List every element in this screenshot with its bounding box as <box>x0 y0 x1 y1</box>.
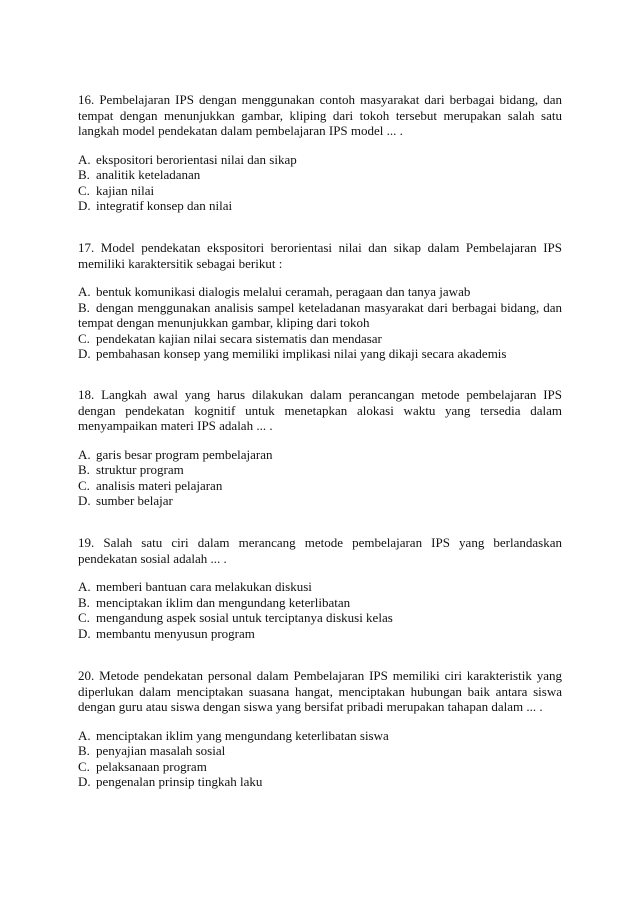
option-a <box>78 579 562 595</box>
option-text: penyajian masalah sosial <box>96 743 226 758</box>
option-a <box>78 447 562 463</box>
option-text: kajian nilai <box>96 182 155 198</box>
option-text: membantu menyusun program <box>96 625 255 641</box>
option-letter: D. <box>78 346 91 361</box>
option-text: struktur program <box>96 462 184 477</box>
option-text: ekspositori berorientasi nilai dan sikap <box>96 151 297 167</box>
option-c <box>78 478 562 494</box>
question-17 <box>78 240 562 362</box>
answer-options <box>78 728 562 790</box>
option-letter: B. <box>78 299 90 315</box>
option-letter: B. <box>78 167 90 182</box>
question-19 <box>78 535 562 641</box>
option-c <box>78 759 562 775</box>
option-d <box>78 774 562 790</box>
option-c <box>78 183 562 199</box>
option-text: pengenalan prinsip tingkah laku <box>96 774 263 789</box>
option-letter: A. <box>78 284 91 299</box>
question-20 <box>78 668 562 790</box>
option-letter: B. <box>78 594 90 610</box>
option-b <box>78 743 562 759</box>
option-letter: C. <box>78 758 90 774</box>
option-text: bentuk komunikasi dialogis melalui ceramah, peragaan dan tanya jawab <box>96 284 471 299</box>
question-stem: 17. Model pendekatan ekspositori berorientasi nilai dan sikap dalam Pembelajaran IPS memiliki karaktersitik sebagai berikut : <box>78 240 562 271</box>
option-b <box>78 167 562 183</box>
question-stem: 18. Langkah awal yang harus dilakukan dalam perancangan metode pembelajaran IPS dengan pendekatan kognitif untuk menetapkan alokasi waktu yang tersedia dalam menyampaikan materi IPS adalah ... . <box>78 387 562 433</box>
option-d <box>78 346 562 362</box>
option-d <box>78 493 562 509</box>
option-letter: D. <box>78 774 91 789</box>
option-letter: B. <box>78 743 90 758</box>
option-text: integratif konsep dan nilai <box>96 198 233 213</box>
question-stem: 19. Salah satu ciri dalam merancang metode pembelajaran IPS yang berlandaskan pendekatan sosial adalah ... . <box>78 535 562 566</box>
option-text: pelaksanaan program <box>96 758 207 774</box>
option-text: menciptakan iklim yang mengundang keterlibatan siswa <box>96 727 389 743</box>
option-letter: C. <box>78 610 90 625</box>
option-d <box>78 626 562 642</box>
option-text: analisis materi pelajaran <box>96 477 223 493</box>
question-stem: 20. Metode pendekatan personal dalam Pembelajaran IPS memiliki ciri karakteristik yang diperlukan dalam menciptakan suasana hangat, menciptakan hubungan baik antara siswa dengan guru atau siswa dengan siswa yang bersifat pribadi merupakan tahapan dalam ... . <box>78 668 562 714</box>
option-text: pendekatan kajian nilai secara sistematis dan mendasar <box>96 330 382 346</box>
question-16 <box>78 92 562 214</box>
option-a <box>78 284 562 300</box>
option-text: memberi bantuan cara melakukan diskusi <box>96 579 312 594</box>
option-text: analitik keteladanan <box>96 167 201 182</box>
option-letter: D. <box>78 198 91 213</box>
option-letter: A. <box>78 579 91 594</box>
option-text: pembahasan konsep yang memiliki implikasi nilai yang dikaji secara akademis <box>96 346 507 361</box>
option-letter: A. <box>78 727 91 743</box>
option-text: sumber belajar <box>96 493 173 508</box>
option-c <box>78 610 562 626</box>
option-letter: A. <box>78 446 91 462</box>
option-a <box>78 152 562 168</box>
option-text: menciptakan iklim dan mengundang keterlibatan <box>96 594 351 610</box>
option-letter: B. <box>78 462 90 477</box>
option-letter: D. <box>78 625 91 641</box>
option-text: dengan menggunakan analisis sampel keteladanan masyarakat dari berbagai bidang, dan tempat dengan menunjukkan gambar, kliping dari tokoh <box>78 299 562 330</box>
answer-options <box>78 152 562 214</box>
answer-options <box>78 284 562 362</box>
option-letter: D. <box>78 493 91 508</box>
question-stem: 16. Pembelajaran IPS dengan menggunakan contoh masyarakat dari berbagai bidang, dan tempat dengan menunjukkan gambar, kliping dari tokoh tersebut merupakan salah satu langkah model pendekatan dalam pembelajaran IPS model ... . <box>78 92 562 138</box>
option-text: mengandung aspek sosial untuk terciptanya diskusi kelas <box>96 610 393 625</box>
option-letter: C. <box>78 477 90 493</box>
option-text: garis besar program pembelajaran <box>96 446 273 462</box>
option-b <box>78 595 562 611</box>
option-letter: A. <box>78 151 91 167</box>
option-c <box>78 331 562 347</box>
option-b <box>78 462 562 478</box>
answer-options <box>78 447 562 509</box>
option-letter: C. <box>78 182 90 198</box>
answer-options <box>78 579 562 641</box>
option-a <box>78 728 562 744</box>
question-18 <box>78 387 562 509</box>
option-letter: C. <box>78 330 90 346</box>
option-b <box>78 300 562 331</box>
option-d <box>78 198 562 214</box>
